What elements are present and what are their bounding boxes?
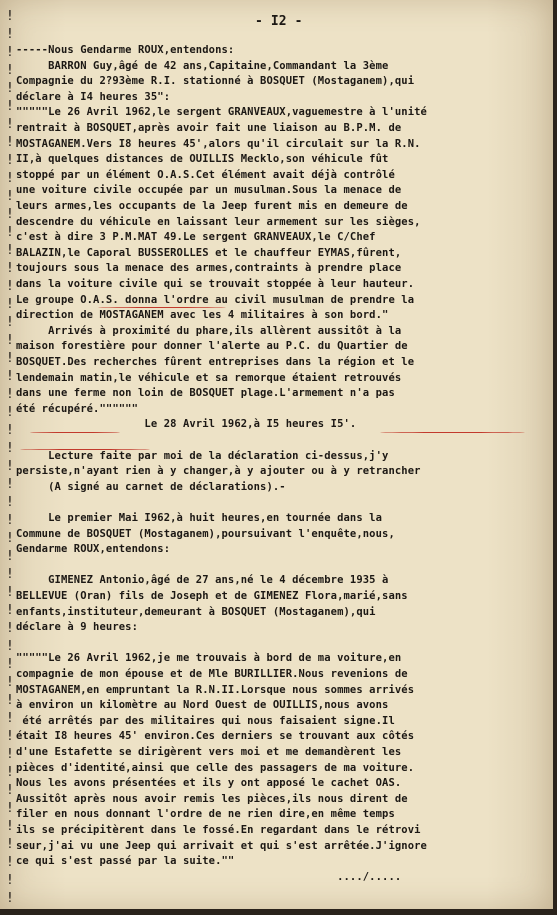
document-line: GIMENEZ Antonio,âgé de 27 ans,né le 4 décembre 1935 à bbox=[16, 574, 389, 587]
document-line: Le 28 Avril 1962,à I5 heures I5'. bbox=[16, 418, 357, 431]
document-line: II,à quelques distances de OUILLIS Mecklo,son véhicule fût bbox=[16, 153, 389, 166]
document-line: Le groupe O.A.S. donna l'ordre au civil musulman de prendre la bbox=[16, 293, 415, 306]
document-line: filer en nous donnant l'ordre de ne rien dire,en même temps bbox=[16, 808, 395, 821]
document-line: maison forestière pour donner l'alerte au P.C. du Quartier de bbox=[16, 340, 408, 353]
document-line: enfants,instituteur,demeurant à BOSQUET (Mostaganem),qui bbox=[16, 605, 376, 618]
document-line: dans une ferme non loin de BOSQUET plage.L'armement n'a pas bbox=[16, 387, 395, 400]
document-line: lendemain matin,le véhicule et sa remorque étaient retrouvés bbox=[16, 371, 402, 384]
document-line: Gendarme ROUX,entendons: bbox=[16, 543, 171, 556]
red-underline-mark bbox=[20, 449, 150, 450]
document-line: Commune de BOSQUET (Mostaganem),poursuivant l'enquête,nous, bbox=[16, 527, 395, 540]
document-line: """""Le 26 Avril 1962,le sergent GRANVEAUX,vaguemestre à l'unité bbox=[16, 106, 427, 119]
document-line: ce qui s'est passé par la suite."" bbox=[16, 855, 235, 868]
document-line: Nous les avons présentées et ils y ont apposé le cachet OAS. bbox=[16, 777, 402, 790]
document-line: descendre du véhicule en laissant leur armement sur les sièges, bbox=[16, 215, 421, 228]
document-line: BOSQUET.Des recherches fûrent entreprises dans la région et le bbox=[16, 356, 415, 368]
document-line: seur,j'ai vu une Jeep qui arrivait et qui s'est arrêtée.J'ignore bbox=[16, 839, 427, 852]
document-line: dans la voiture civile qui se trouvait stoppée à leur hauteur. bbox=[16, 278, 415, 290]
red-underline-mark bbox=[30, 432, 120, 433]
document-line: Aussitôt après nous avoir remis les pièces,ils nous dirent de bbox=[16, 792, 408, 805]
document-line: à environ un kilomètre au Nord Ouest de OUILLIS,nous avons bbox=[16, 699, 389, 712]
document-line: leurs armes,les occupants de la Jeep furent mis en demeure de bbox=[16, 200, 408, 212]
document-line: une voiture civile occupée par un musulman.Sous la menace de bbox=[16, 184, 402, 197]
document-line: Le premier Mai I962,à huit heures,en tournée dans la bbox=[16, 512, 383, 524]
document-line: été récupéré."""""" bbox=[16, 402, 139, 415]
document-line: -----Nous Gendarme ROUX,entendons: bbox=[16, 44, 235, 56]
document-line: stoppé par un élément O.A.S.Cet élément avait déjà contrôlé bbox=[16, 168, 395, 181]
document-line: Compagnie du 2?93ème R.I. stationné à BOSQUET (Mostaganem),qui bbox=[16, 75, 415, 88]
document-line: BARRON Guy,âgé de 42 ans,Capitaine,Commandant la 3ème bbox=[16, 59, 389, 72]
document-line: été arrêtés par des militaires qui nous faisaient signe.Il bbox=[16, 714, 395, 727]
document-line: d'une Estafette se dirigèrent vers moi et me demandèrent les bbox=[16, 746, 402, 758]
page-number: - I2 - bbox=[255, 14, 303, 29]
document-line: rentrait à BOSQUET,après avoir fait une liaison au B.P.M. de bbox=[16, 122, 402, 134]
document-line: (A signé au carnet de déclarations).- bbox=[16, 480, 286, 493]
document-line: Arrivés à proximité du phare,ils allèrent aussitôt à la bbox=[16, 324, 402, 337]
document-line: toujours sous la menace des armes,contraints à prendre place bbox=[16, 262, 402, 275]
document-line: ..../..... bbox=[16, 870, 402, 883]
document-line: compagnie de mon épouse et de Mle BURILLIER.Nous revenions de bbox=[16, 668, 408, 680]
document-line: déclare à 9 heures: bbox=[16, 621, 139, 634]
document-line: direction de MOSTAGANEM avec les 4 militaires à son bord." bbox=[16, 309, 389, 322]
document-line: Lecture faite par moi de la déclaration ci-dessus,j'y bbox=[16, 449, 389, 462]
document-line: c'est à dire 3 P.M.MAT 49.Le sergent GRANVEAUX,le C/Chef bbox=[16, 231, 376, 244]
document-line: BELLEVUE (Oran) fils de Joseph et de GIMENEZ Flora,marié,sans bbox=[16, 590, 408, 602]
document-line: pièces d'identité,ainsi que celle des passagers de ma voiture. bbox=[16, 761, 415, 774]
document-line: déclare à I4 heures 35": bbox=[16, 90, 171, 103]
document-line: BALAZIN,le Caporal BUSSEROLLES et le chauffeur EYMAS,fûrent, bbox=[16, 246, 402, 259]
document-line: persiste,n'ayant rien à y changer,à y ajouter ou à y retrancher bbox=[16, 465, 421, 478]
document-line: ils se précipitèrent dans le fossé.En regardant dans le rétrovi bbox=[16, 824, 421, 836]
document-line: MOSTAGANEM,en empruntant la R.N.II.Lorsque nous sommes arrivés bbox=[16, 683, 415, 696]
red-underline-mark bbox=[380, 432, 525, 433]
red-underline-mark bbox=[98, 307, 226, 308]
document-line: MOSTAGANEM.Vers I8 heures 45',alors qu'il circulait sur la R.N. bbox=[16, 137, 421, 150]
document-line: était I8 heures 45' environ.Ces derniers se trouvant aux côtés bbox=[16, 730, 415, 743]
margin-marks: ! ! ! ! ! ! ! ! ! ! ! ! ! ! ! ! ! ! ! ! ! ! ! ! ! ! ! ! ! ! ! ! ! ! ! ! ! ! ! ! ! ! ! ! ! ! ! ! ! ! bbox=[6, 9, 14, 906]
document-line: """""Le 26 Avril 1962,je me trouvais à bord de ma voiture,en bbox=[16, 652, 402, 665]
